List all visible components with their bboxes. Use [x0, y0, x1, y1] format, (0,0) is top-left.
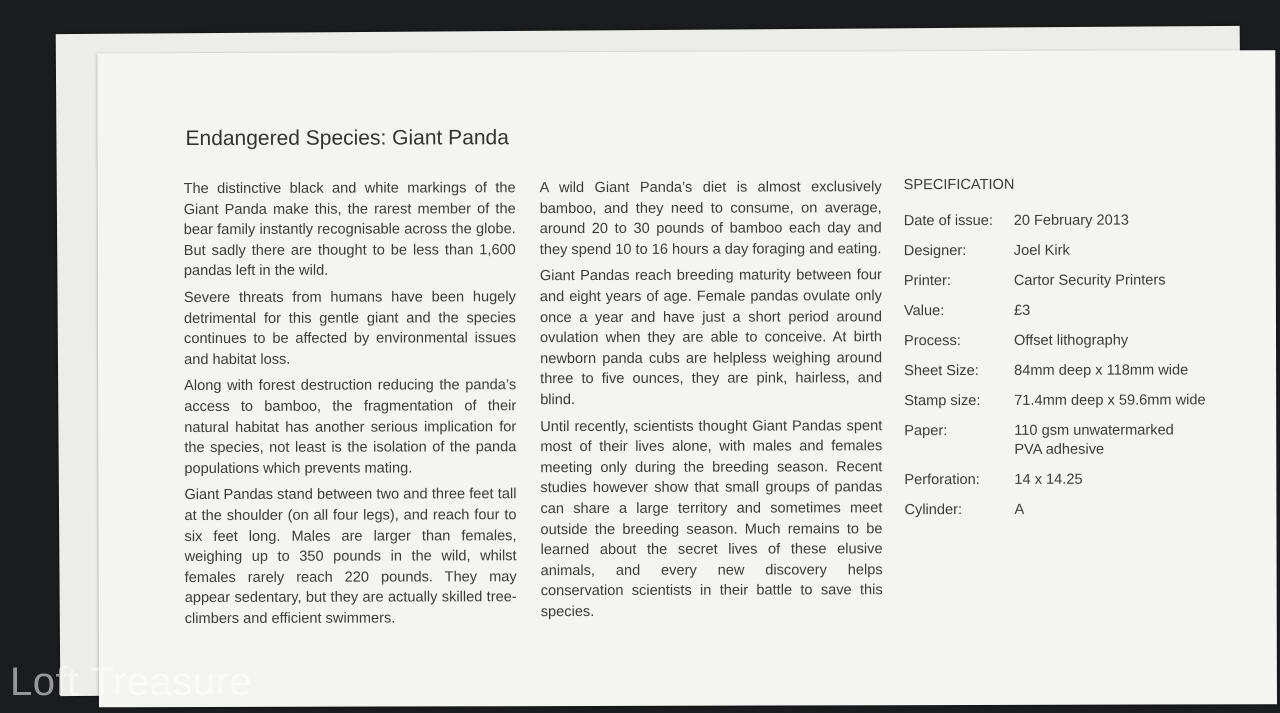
card-title: Endangered Species: Giant Panda	[185, 126, 509, 151]
spec-row-printer	[904, 271, 1244, 291]
envelope	[56, 26, 1245, 696]
spec-label: Printer:	[903, 273, 951, 290]
spec-label: Sheet Size:	[904, 362, 979, 380]
spec-value: Offset lithography	[1014, 332, 1129, 349]
spec-row-designer	[904, 241, 1244, 261]
spec-row-process	[904, 331, 1244, 351]
spec-value: 20 February 2013	[1013, 212, 1129, 229]
spec-value: A	[1014, 501, 1025, 518]
paragraph: The distinctive black and white markings of the Giant Panda make this, the rarest member of the bear family instantly recognisable across the globe. But sadly there are thought to be less than 1,600 pandas left in the wild.	[183, 180, 516, 280]
spec-value: 84mm deep x 118mm wide	[1014, 362, 1189, 379]
paragraph: Severe threats from humans have been hugely detrimental for this gentle giant and the species continues to be affected by environmental issues and habitat loss.	[183, 289, 517, 368]
paragraph: Giant Pandas stand between two and three feet tall at the shoulder (on all four legs), and reach four to six feet long. Males are larger than females, weighing up to 350 pounds in the wild, whilst females rarely reach 220 pounds. They may appear sedentary, but they are actually skilled tree-climbers and efficient swimmers.	[184, 486, 517, 627]
paragraph: Until recently, scientists thought Giant Pandas spent most of their lives alone, with males and females meeting only during the breeding season. Recent studies however show that small groups of pandas can share a large territory and sometimes meet outside the breeding season. Much remains to be learned about the secret lives of these elusive animals, and every new discovery helps conservation scientists in their battle to save this species.	[540, 417, 883, 621]
text-column-left	[184, 178, 517, 635]
watermark: Loft Treasure	[10, 660, 253, 704]
spec-label: Designer:	[903, 243, 967, 260]
text-column-middle	[540, 177, 883, 628]
spec-value: Cartor Security Printers	[1013, 272, 1166, 289]
spec-row-perforation	[904, 470, 1244, 490]
spec-value: £3	[1013, 302, 1031, 319]
spec-value: 110 gsm unwatermarked PVA adhesive	[1014, 422, 1174, 458]
spec-row-value	[904, 301, 1244, 321]
spec-row-date-of-issue	[904, 211, 1244, 231]
spec-row-cylinder	[904, 500, 1244, 520]
spec-label: Process:	[904, 333, 961, 350]
paragraph: A wild Giant Panda’s diet is almost exclusively bamboo, and they need to consume, on average, around 20 to 30 pounds of bamboo each day and they spend 10 to 16 hours a day foraging and eating.	[539, 179, 882, 258]
spec-row-stamp-size	[904, 391, 1244, 411]
specification-heading: SPECIFICATION	[903, 176, 1015, 194]
spec-label: Paper:	[904, 423, 948, 440]
spec-row-sheet-size	[904, 361, 1244, 381]
specification-panel	[904, 174, 1245, 531]
spec-label: Value:	[903, 303, 945, 320]
spec-label: Perforation:	[904, 471, 980, 489]
spec-value: 71.4mm deep x 59.6mm wide	[1014, 392, 1206, 409]
info-card	[97, 50, 1277, 707]
spec-label: Cylinder:	[904, 502, 963, 519]
spec-label: Stamp size:	[904, 392, 981, 410]
paragraph: Along with forest destruction reducing the panda’s access to bamboo, the fragmentation of their natural habitat has another serious implication for the species, not least is the isolation of the panda populations which prevents mating.	[184, 377, 517, 477]
paragraph: Giant Pandas reach breeding maturity between four and eight years of age. Female pandas ovulate only once a year and have just a short period around ovulation when they are able to conceive. At birth newborn panda cubs are helpless weighing around three to five ounces, they are pink, hairless, and blind.	[539, 267, 883, 409]
spec-row-paper	[904, 421, 1244, 460]
spec-label: Date of issue:	[903, 212, 993, 230]
spec-value: Joel Kirk	[1013, 242, 1070, 259]
spec-value: 14 x 14.25	[1014, 471, 1083, 488]
